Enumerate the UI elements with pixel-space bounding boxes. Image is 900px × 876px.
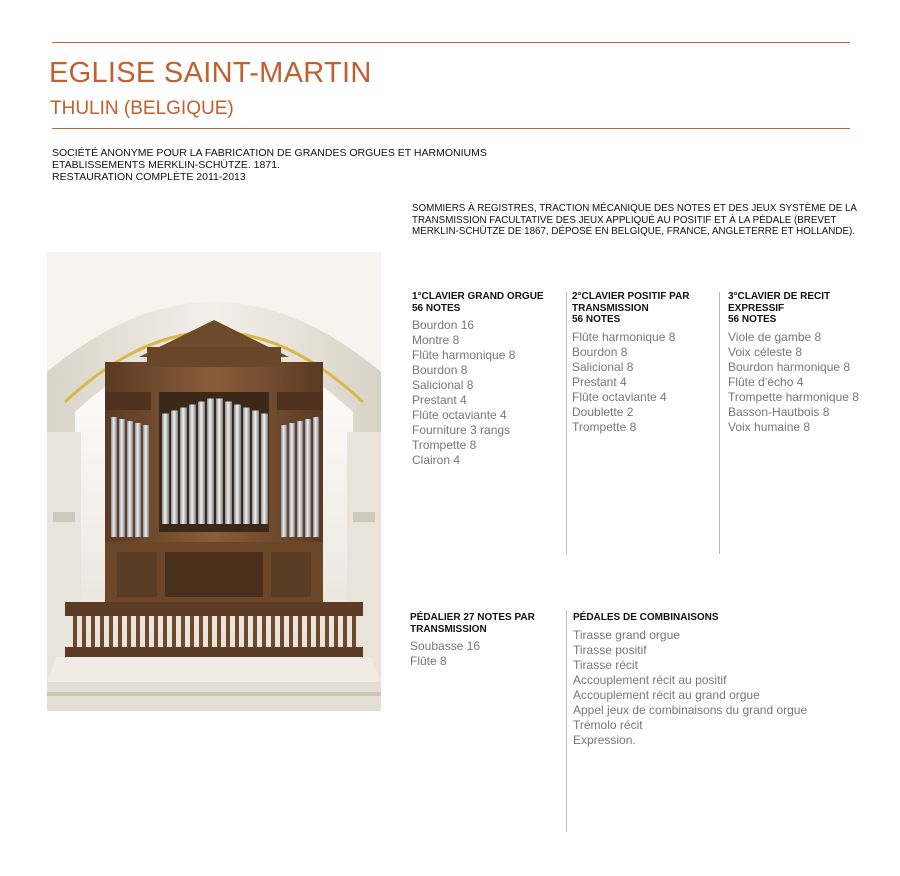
stop-list — [410, 639, 550, 669]
stop-item: Voix humaine 8 — [728, 419, 811, 434]
column-divider — [719, 292, 720, 554]
stop-list — [573, 628, 843, 748]
stop-item: Accouplement récit au grand orgue — [573, 687, 760, 702]
stop-item: Basson-Hautbois 8 — [728, 404, 830, 419]
column-divider — [566, 292, 567, 554]
division-combinaisons — [573, 612, 843, 748]
stop-item: Tirasse récit — [573, 657, 638, 672]
page-title: EGLISE SAINT-MARTIN — [49, 57, 372, 89]
organ-photo — [47, 252, 381, 711]
stop-item: Bourdon harmonique 8 — [728, 359, 851, 374]
stop-item: Viole de gambe 8 — [728, 329, 822, 344]
builder-line: RESTAURATION COMPLÈTE 2011-2013 — [52, 171, 246, 183]
stop-item: Salicional 8 — [572, 359, 634, 374]
stop-item: Fourniture 3 rangs — [412, 423, 511, 437]
division-heading: PÉDALIER 27 NOTES PAR TRANSMISSION — [410, 612, 535, 635]
stop-item: Flûte d’écho 4 — [728, 374, 804, 389]
column-divider — [566, 610, 567, 832]
top-rule — [52, 42, 850, 43]
stop-item: Flûte harmonique 8 — [412, 348, 516, 362]
stop-item: Bourdon 8 — [412, 363, 468, 377]
stop-item: Soubasse 16 — [410, 639, 481, 653]
stop-item: Flûte octaviante 4 — [412, 408, 507, 422]
stop-item: Clairon 4 — [412, 453, 461, 467]
stop-item: Prestant 4 — [412, 393, 467, 407]
stop-list — [572, 330, 712, 435]
builder-line: SOCIÉTÉ ANONYME POUR LA FABRICATION DE GRANDES ORGUES ET HARMONIUMS — [52, 147, 487, 159]
stop-item: Salicional 8 — [412, 378, 474, 392]
division-heading: 3°CLAVIER DE RECIT EXPRESSIF 56 NOTES — [728, 291, 831, 325]
stop-list — [728, 330, 873, 435]
page-subtitle: THULIN (BELGIQUE) — [50, 98, 234, 119]
division-heading: PÉDALES DE COMBINAISONS — [573, 612, 719, 623]
stop-item: Trompette harmonique 8 — [728, 389, 859, 404]
builder-line: ETABLISSEMENTS MERKLIN-SCHÜTZE. 1871. — [52, 159, 280, 171]
stop-item: Bourdon 8 — [572, 344, 628, 359]
stop-item: Expression. — [573, 732, 636, 747]
stop-item: Bourdon 16 — [412, 318, 475, 332]
division-recit — [728, 291, 873, 435]
stop-item: Montre 8 — [412, 333, 460, 347]
stop-item: Flûte octaviante 4 — [572, 389, 667, 404]
division-grand-orgue — [412, 291, 562, 468]
stop-item: Trompette 8 — [572, 419, 637, 434]
stop-item: Trompette 8 — [412, 438, 477, 452]
builder-info — [52, 147, 487, 183]
stop-item: Voix céleste 8 — [728, 344, 803, 359]
division-pedalier — [410, 612, 550, 669]
stop-item: Trémolo récit — [573, 717, 643, 732]
division-heading: 2°CLAVIER POSITIF PAR TRANSMISSION 56 NOTES — [572, 291, 690, 325]
stop-item: Flûte 8 — [410, 654, 447, 668]
stop-item: Tirasse positif — [573, 642, 647, 657]
stop-item: Accouplement récit au positif — [573, 672, 727, 687]
stop-item: Prestant 4 — [572, 374, 627, 389]
stop-item: Tirasse grand orgue — [573, 627, 680, 642]
stop-item: Doublette 2 — [572, 404, 634, 419]
mechanism-description: SOMMIERS À REGISTRES, TRACTION MÉCANIQUE DES NOTES ET DES JEUX SYSTÈME DE LA TRANSMISSION FACULTATIVE DES JEUX APPLIQUÉ AU POSITIF ET À LA PÉDALE (BREVET MERKLIN-SCHÜTZE DE 1867, DÉPOSÉ EN BELGIQUE, FRANCE, ANGLETERRE ET HOLLANDE). — [412, 203, 857, 238]
division-heading: 1°CLAVIER GRAND ORGUE 56 NOTES — [412, 291, 544, 314]
header-rule — [52, 128, 850, 129]
division-positif — [572, 291, 712, 435]
stop-list — [412, 318, 562, 468]
stop-item: Flûte harmonique 8 — [572, 329, 676, 344]
stop-item: Appel jeux de combinaisons du grand orgue — [573, 702, 808, 717]
